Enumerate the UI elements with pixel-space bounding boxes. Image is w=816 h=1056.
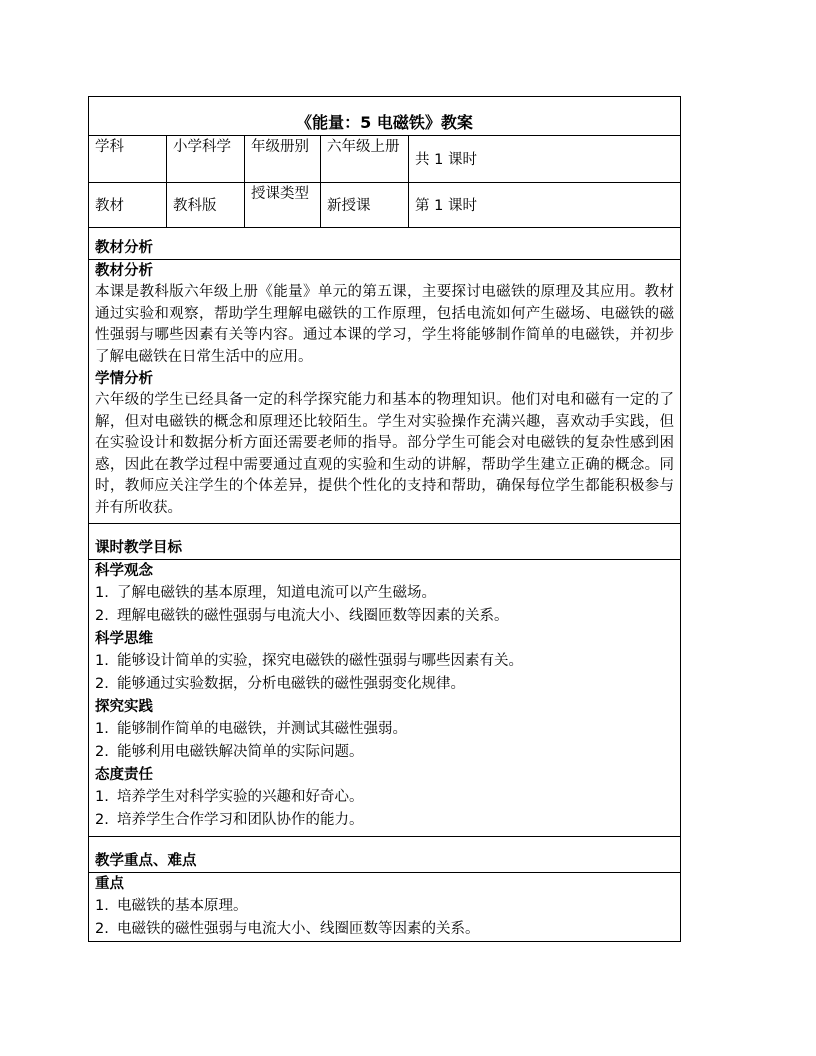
student-analysis-title: 学情分析 [95,371,153,387]
list-item: 1. 电磁铁的基本原理。 [95,895,674,918]
list-number: 1. [95,721,109,737]
student-analysis-text: 六年级的学生已经具备一定的科学探究能力和基本的物理知识。他们对电和磁有一定的了解，但对电磁铁的概念和原理还比较陌生。学生对实验操作充满兴趣，喜欢动手实践，但在实验设计和数据分析方面还需要老师的指导。部分学生可能会对电磁铁的复杂性感到困惑，因此在教学过程中需要通过直观的实验和生动的讲解，帮助学生建立正确的概念。同时，教师应关注学生的个体差异，提供个性化的支持和帮助，确保每位学生都能积极参与并有所收获。 [95,392,675,516]
subject-label: 学科 [89,136,167,183]
list-number: 2. [95,921,109,937]
list-number: 1. [95,898,109,914]
list-item: 1. 培养学生对科学实验的兴趣和好奇心。 [95,786,674,809]
material-analysis-text: 本课是教科版六年级上册《能量》单元的第五课，主要探讨电磁铁的原理及其应用。教材通过实验和观察，帮助学生理解电磁铁的工作原理，包括电流如何产生磁场、电磁铁的磁性强弱与哪些因素有关等内容。通过本课的学习，学生将能够制作简单的电磁铁，并初步了解电磁铁在日常生活中的应用。 [95,284,675,365]
textbook-label: 教材 [89,183,167,228]
list-number: 1. [95,653,109,669]
objective-group-title: 态度责任 [95,767,153,783]
list-number: 2. [95,744,109,760]
document-title: 《能量：5 电磁铁》教案 [89,97,681,136]
material-analysis-title: 教材分析 [89,259,680,282]
list-item: 2. 能够通过实验数据，分析电磁铁的磁性强弱变化规律。 [95,673,674,696]
list-item: 2. 能够利用电磁铁解决简单的实际问题。 [95,741,674,764]
objectives-heading: 课时教学目标 [95,540,182,556]
lesson-type-label: 授课类型 [245,183,321,228]
grade-value: 六年级上册 [321,136,409,183]
subject-value: 小学科学 [167,136,245,183]
objective-group-title: 科学观念 [89,559,680,582]
objective-group-title: 科学思维 [95,631,153,647]
list-number: 2. [95,812,109,828]
textbook-value: 教科版 [167,183,245,228]
total-periods: 共 1 课时 [409,136,681,183]
list-number: 2. [95,608,109,624]
lesson-plan-document [88,96,680,942]
objective-group-title: 探究实践 [95,699,153,715]
list-number: 1. [95,789,109,805]
objectives-section [89,524,681,837]
list-item: 1. 能够设计简单的实验，探究电磁铁的磁性强弱与哪些因素有关。 [95,650,674,673]
analysis-heading: 教材分析 [95,240,153,256]
list-item: 2. 理解电磁铁的磁性强弱与电流大小、线圈匝数等因素的关系。 [95,605,674,628]
lesson-plan-table [88,96,681,942]
list-number: 1. [95,585,109,601]
current-period: 第 1 课时 [409,183,681,228]
analysis-section [89,228,681,524]
list-item: 2. 电磁铁的磁性强弱与电流大小、线圈匝数等因素的关系。 [95,918,674,941]
focus-title: 重点 [89,872,680,895]
list-number: 2. [95,676,109,692]
keypoints-section [89,837,681,942]
grade-label: 年级册别 [245,136,321,183]
list-item: 1. 了解电磁铁的基本原理，知道电流可以产生磁场。 [95,582,674,605]
list-item: 1. 能够制作简单的电磁铁，并测试其磁性强弱。 [95,718,674,741]
keypoints-heading: 教学重点、难点 [95,853,197,869]
list-item: 2. 培养学生合作学习和团队协作的能力。 [95,809,674,836]
lesson-type-value: 新授课 [321,183,409,228]
